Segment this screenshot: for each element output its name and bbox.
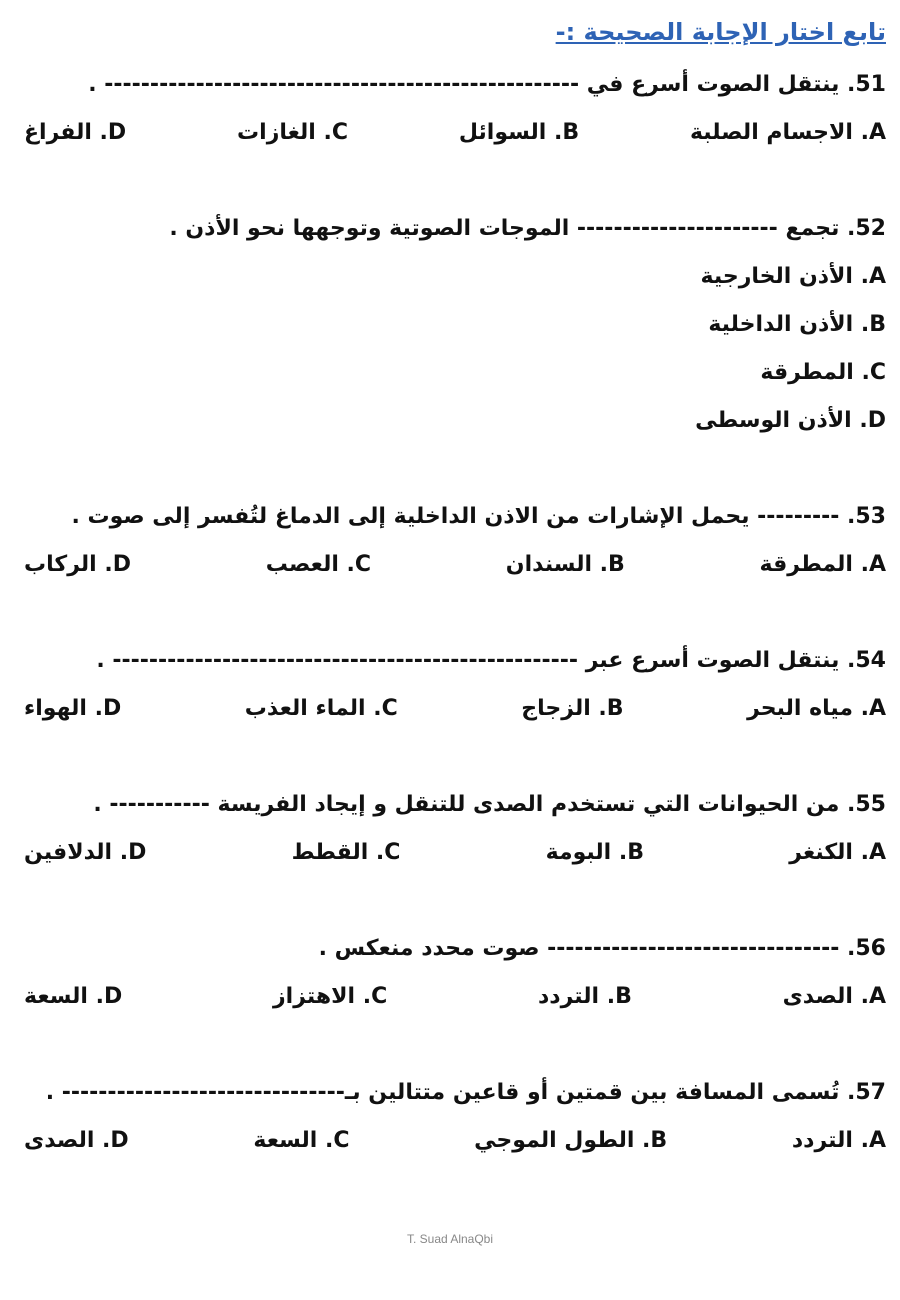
option-b: B. الأذن الداخلية <box>708 312 886 337</box>
option-b: B. التردد <box>537 984 632 1009</box>
question-51-options <box>24 120 886 145</box>
question-52: 52. تجمع ---------------------- الموجات الصوتية وتوجهها نحو الأذن . <box>169 216 886 241</box>
option-a: A. التردد <box>791 1128 886 1153</box>
option-a: A. الصدى <box>782 984 886 1009</box>
option-d: D. الأذن الوسطى <box>695 408 886 433</box>
question-55: 55. من الحيوانات التي تستخدم الصدى للتنقل و إيجاد الفريسة ----------- . <box>93 792 886 817</box>
option-b: B. البومة <box>545 840 645 865</box>
option-c: C. القطط <box>291 840 401 865</box>
option-b: B. الطول الموجي <box>474 1128 668 1153</box>
question-55-options <box>24 840 886 865</box>
option-a: A. الأذن الخارجية <box>700 264 886 289</box>
question-57: 57. تُسمى المسافة بين قمتين أو قاعين متتالين بـ------------------------------- . <box>45 1080 886 1105</box>
option-c: C. العصب <box>265 552 372 577</box>
question-54-options <box>24 696 886 721</box>
question-51: 51. ينتقل الصوت أسرع في ---------------------------------------------------- . <box>88 72 886 97</box>
section-heading: تابع اختار الإجابة الصحيحة :- <box>555 18 886 46</box>
option-c: C. المطرقة <box>760 360 886 385</box>
footer-author: T. Suad AlnaQbi <box>406 1232 494 1246</box>
question-56-options <box>24 984 886 1009</box>
option-a: A. مياه البحر <box>747 696 886 721</box>
option-a: A. الكنغر <box>789 840 886 865</box>
option-d: D. السعة <box>24 984 123 1009</box>
option-d: D. الهواء <box>24 696 122 721</box>
question-56: 56. -------------------------------- صوت محدد منعكس . <box>318 936 886 961</box>
question-57-options <box>24 1128 886 1153</box>
option-d: D. الفراغ <box>24 120 127 145</box>
option-b: B. الزجاج <box>521 696 624 721</box>
option-d: D. الركاب <box>24 552 131 577</box>
option-c: C. الغازات <box>237 120 349 145</box>
option-a: A. المطرقة <box>759 552 886 577</box>
question-53: 53. --------- يحمل الإشارات من الاذن الداخلية إلى الدماغ لتُفسر إلى صوت . <box>71 504 886 529</box>
option-c: C. السعة <box>253 1128 350 1153</box>
option-a: A. الاجسام الصلبة <box>689 120 886 145</box>
option-b: B. السوائل <box>458 120 580 145</box>
option-b: B. السندان <box>505 552 625 577</box>
option-d: D. الصدى <box>24 1128 129 1153</box>
question-53-options <box>24 552 886 577</box>
option-c: C. الاهتزاز <box>273 984 388 1009</box>
option-c: C. الماء العذب <box>244 696 398 721</box>
question-54: 54. ينتقل الصوت أسرع عبر --------------------------------------------------- . <box>96 648 886 673</box>
option-d: D. الدلافين <box>24 840 147 865</box>
